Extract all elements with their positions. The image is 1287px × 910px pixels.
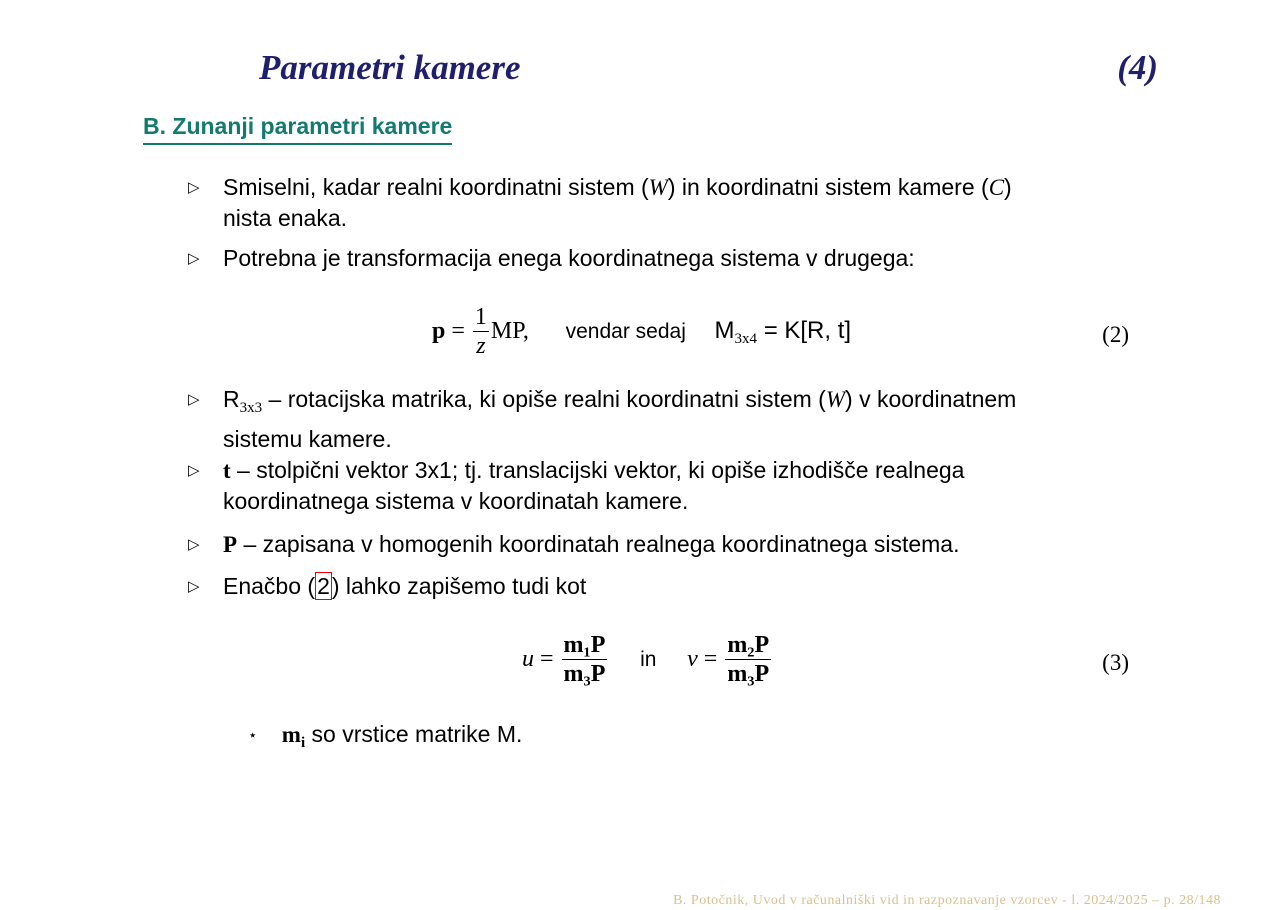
bullet-3-text-c: sistemu kamere.: [223, 426, 392, 452]
eq2-matrix-m: M: [714, 316, 735, 344]
eq2-equals: =: [445, 317, 471, 344]
bullet-1-symbol-w: W: [648, 175, 668, 200]
bullet-5-symbol-p: P: [223, 532, 238, 557]
eq3-v-denominator: m₃P: [727, 661, 770, 687]
eq2-matrix-m-sub: 3x4: [734, 330, 758, 347]
triangle-bullet-icon: ▷: [188, 462, 200, 479]
bullet-4-text-a: – stolpični vektor 3x1; tj. translacijski vektor, ki opiše izhodišče realnega: [230, 457, 965, 483]
triangle-bullet-icon: ▷: [188, 536, 200, 553]
eq2-middle-text: vendar sedaj: [565, 319, 686, 343]
triangle-bullet-icon: ▷: [188, 578, 200, 595]
triangle-bullet-icon: ▷: [188, 250, 200, 267]
eq3-equals-u: =: [534, 645, 560, 672]
eq3-equals-v: =: [697, 645, 724, 672]
equation-ref-link[interactable]: 2: [317, 573, 330, 599]
slide-title: Parametri kamere: [259, 48, 521, 87]
bullet-1-text-b: ) in koordinatni sistem kamere (: [667, 174, 989, 200]
bullet-2-text: Potrebna je transformacija enega koordinatnega sistema v drugega:: [223, 245, 915, 271]
triangle-bullet-icon: ▷: [188, 391, 200, 408]
eq2-fraction: [473, 303, 489, 360]
eq3-v-numerator: m₂P: [727, 632, 770, 658]
bullet-2: [188, 243, 1118, 274]
eq3-u-fraction: [562, 631, 608, 688]
bullet-3-text-b: ) v koordinatnem: [845, 386, 1017, 412]
bullet-1-text-a: Smiselni, kadar realni koordinatni sistem (: [223, 174, 649, 200]
sub-bullet: [248, 719, 522, 759]
bullet-4: [188, 455, 1118, 517]
note-symbol-m: m: [281, 722, 301, 747]
bullet-3-symbol-w: W: [825, 387, 846, 412]
bullet-5: [188, 529, 1118, 560]
bullet-5-text: – zapisana v homogenih koordinatah realnega koordinatnega sistema.: [237, 531, 960, 557]
bullet-1: [188, 172, 1118, 234]
bullet-3-text-a: – rotacijska matrika, ki opiše realni koordinatni sistem (: [262, 386, 826, 412]
eq2-rhs: MP,: [490, 317, 529, 344]
eq3-u-numerator: m₁P: [563, 632, 606, 658]
note-text: so vrstice matrike M.: [305, 721, 523, 747]
bullet-3: [188, 384, 1118, 455]
bullet-4-symbol-t: t: [223, 458, 231, 483]
bullet-6-text-b: ) lahko zapišemo tudi kot: [331, 573, 587, 599]
eq3-u: u: [522, 645, 534, 672]
eq3-u-denominator: m₃P: [563, 661, 606, 687]
eq3-v-fraction: [725, 631, 771, 688]
bullet-4-text-b: koordinatnega sistema v koordinatah kamere.: [223, 488, 689, 514]
star-bullet-icon: ⋆: [248, 727, 258, 744]
bullet-1-text-c: ): [1004, 174, 1012, 200]
bullet-3-symbol-r: R: [223, 386, 240, 412]
equation-3-number: (3): [1102, 650, 1129, 675]
bullet-6: [188, 571, 1118, 602]
equation-2-number: (2): [1102, 322, 1129, 347]
slide-number-label: (4): [1117, 48, 1158, 87]
footer-text: B. Potočnik, Uvod v računalniški vid in razpoznavanje vzorcev - l. 2024/2025 – p. 28/148: [673, 893, 1221, 908]
eq2-rhs2: = K[R, t]: [757, 316, 852, 344]
eq2-lhs: p: [432, 317, 446, 344]
eq3-middle-text: in: [640, 647, 657, 671]
eq2-numerator: 1: [474, 304, 487, 330]
bullet-6-text-a: Enačbo (: [223, 573, 316, 599]
note-symbol-sub: i: [300, 735, 306, 751]
equation-3: [522, 631, 773, 688]
section-heading: B. Zunanji parametri kamere: [143, 113, 452, 145]
equation-2: [432, 303, 851, 360]
triangle-bullet-icon: ▷: [188, 179, 200, 196]
bullet-1-symbol-c: C: [988, 175, 1005, 200]
bullet-1-text-d: nista enaka.: [223, 205, 348, 231]
eq2-denominator: z: [476, 333, 486, 359]
eq3-v: v: [687, 645, 698, 672]
bullet-3-symbol-sub: 3x3: [239, 400, 263, 416]
